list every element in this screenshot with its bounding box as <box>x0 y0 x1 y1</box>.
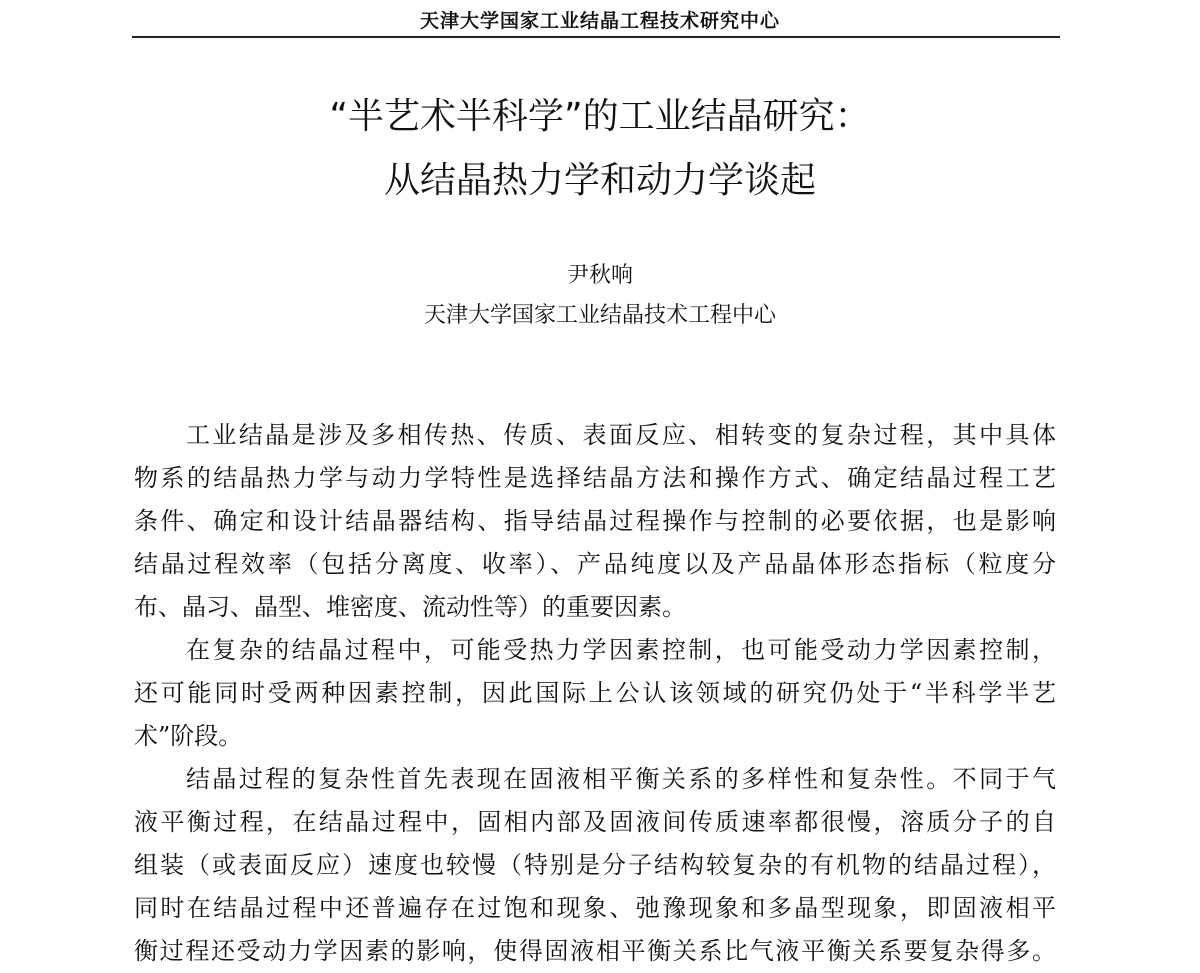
text-line: 术”阶段。 <box>134 722 243 750</box>
text-line: 物系的结晶热力学与动力学特性是选择结晶方法和操作方式、确定结晶过程工艺 <box>134 464 1056 492</box>
author-name: 尹秋响 <box>566 263 633 288</box>
body-text <box>134 414 1056 973</box>
paper-title-line-1: “半艺术半科学”的工业结晶研究： <box>329 96 871 137</box>
text-line: 结晶过程的复杂性首先表现在固液相平衡关系的多样性和复杂性。不同于气 <box>186 765 1056 793</box>
author-affiliation: 天津大学国家工业结晶技术工程中心 <box>423 303 776 328</box>
text-line: 液平衡过程，在结晶过程中，固相内部及固液间传质速率都很慢，溶质分子的自 <box>134 808 1056 836</box>
text-line: 衡过程还受动力学因素的影响，使得固液相平衡关系比气液平衡关系要复杂得多。 <box>134 937 1056 965</box>
running-head: 天津大学国家工业结晶工程技术研究中心 <box>419 10 780 32</box>
text-line: 结晶过程效率（包括分离度、收率）、产品纯度以及产品晶体形态指标（粒度分 <box>134 550 1056 578</box>
text-line: 布、晶习、晶型、堆密度、流动性等）的重要因素。 <box>134 593 686 621</box>
text-line: 还可能同时受两种因素控制，因此国际上公认该领域的研究仍处于“半科学半艺 <box>134 679 1056 707</box>
paragraph-3 <box>134 758 1056 973</box>
paragraph-2 <box>134 629 1056 758</box>
text-line: 条件、确定和设计结晶器结构、指导结晶过程操作与控制的必要依据，也是影响 <box>134 507 1056 535</box>
header-rule <box>132 36 1060 38</box>
text-line: 同时在结晶过程中还普遍存在过饱和现象、弛豫现象和多晶型现象，即固液相平 <box>134 894 1056 922</box>
paper-title-line-2: 从结晶热力学和动力学谈起 <box>383 160 816 201</box>
text-line: 在复杂的结晶过程中，可能受热力学因素控制，也可能受动力学因素控制， <box>186 636 1056 664</box>
paragraph-1 <box>134 414 1056 629</box>
text-line: 组装（或表面反应）速度也较慢（特别是分子结构较复杂的有机物的结晶过程）， <box>134 851 1056 879</box>
text-line: 工业结晶是涉及多相传热、传质、表面反应、相转变的复杂过程，其中具体 <box>186 421 1056 449</box>
